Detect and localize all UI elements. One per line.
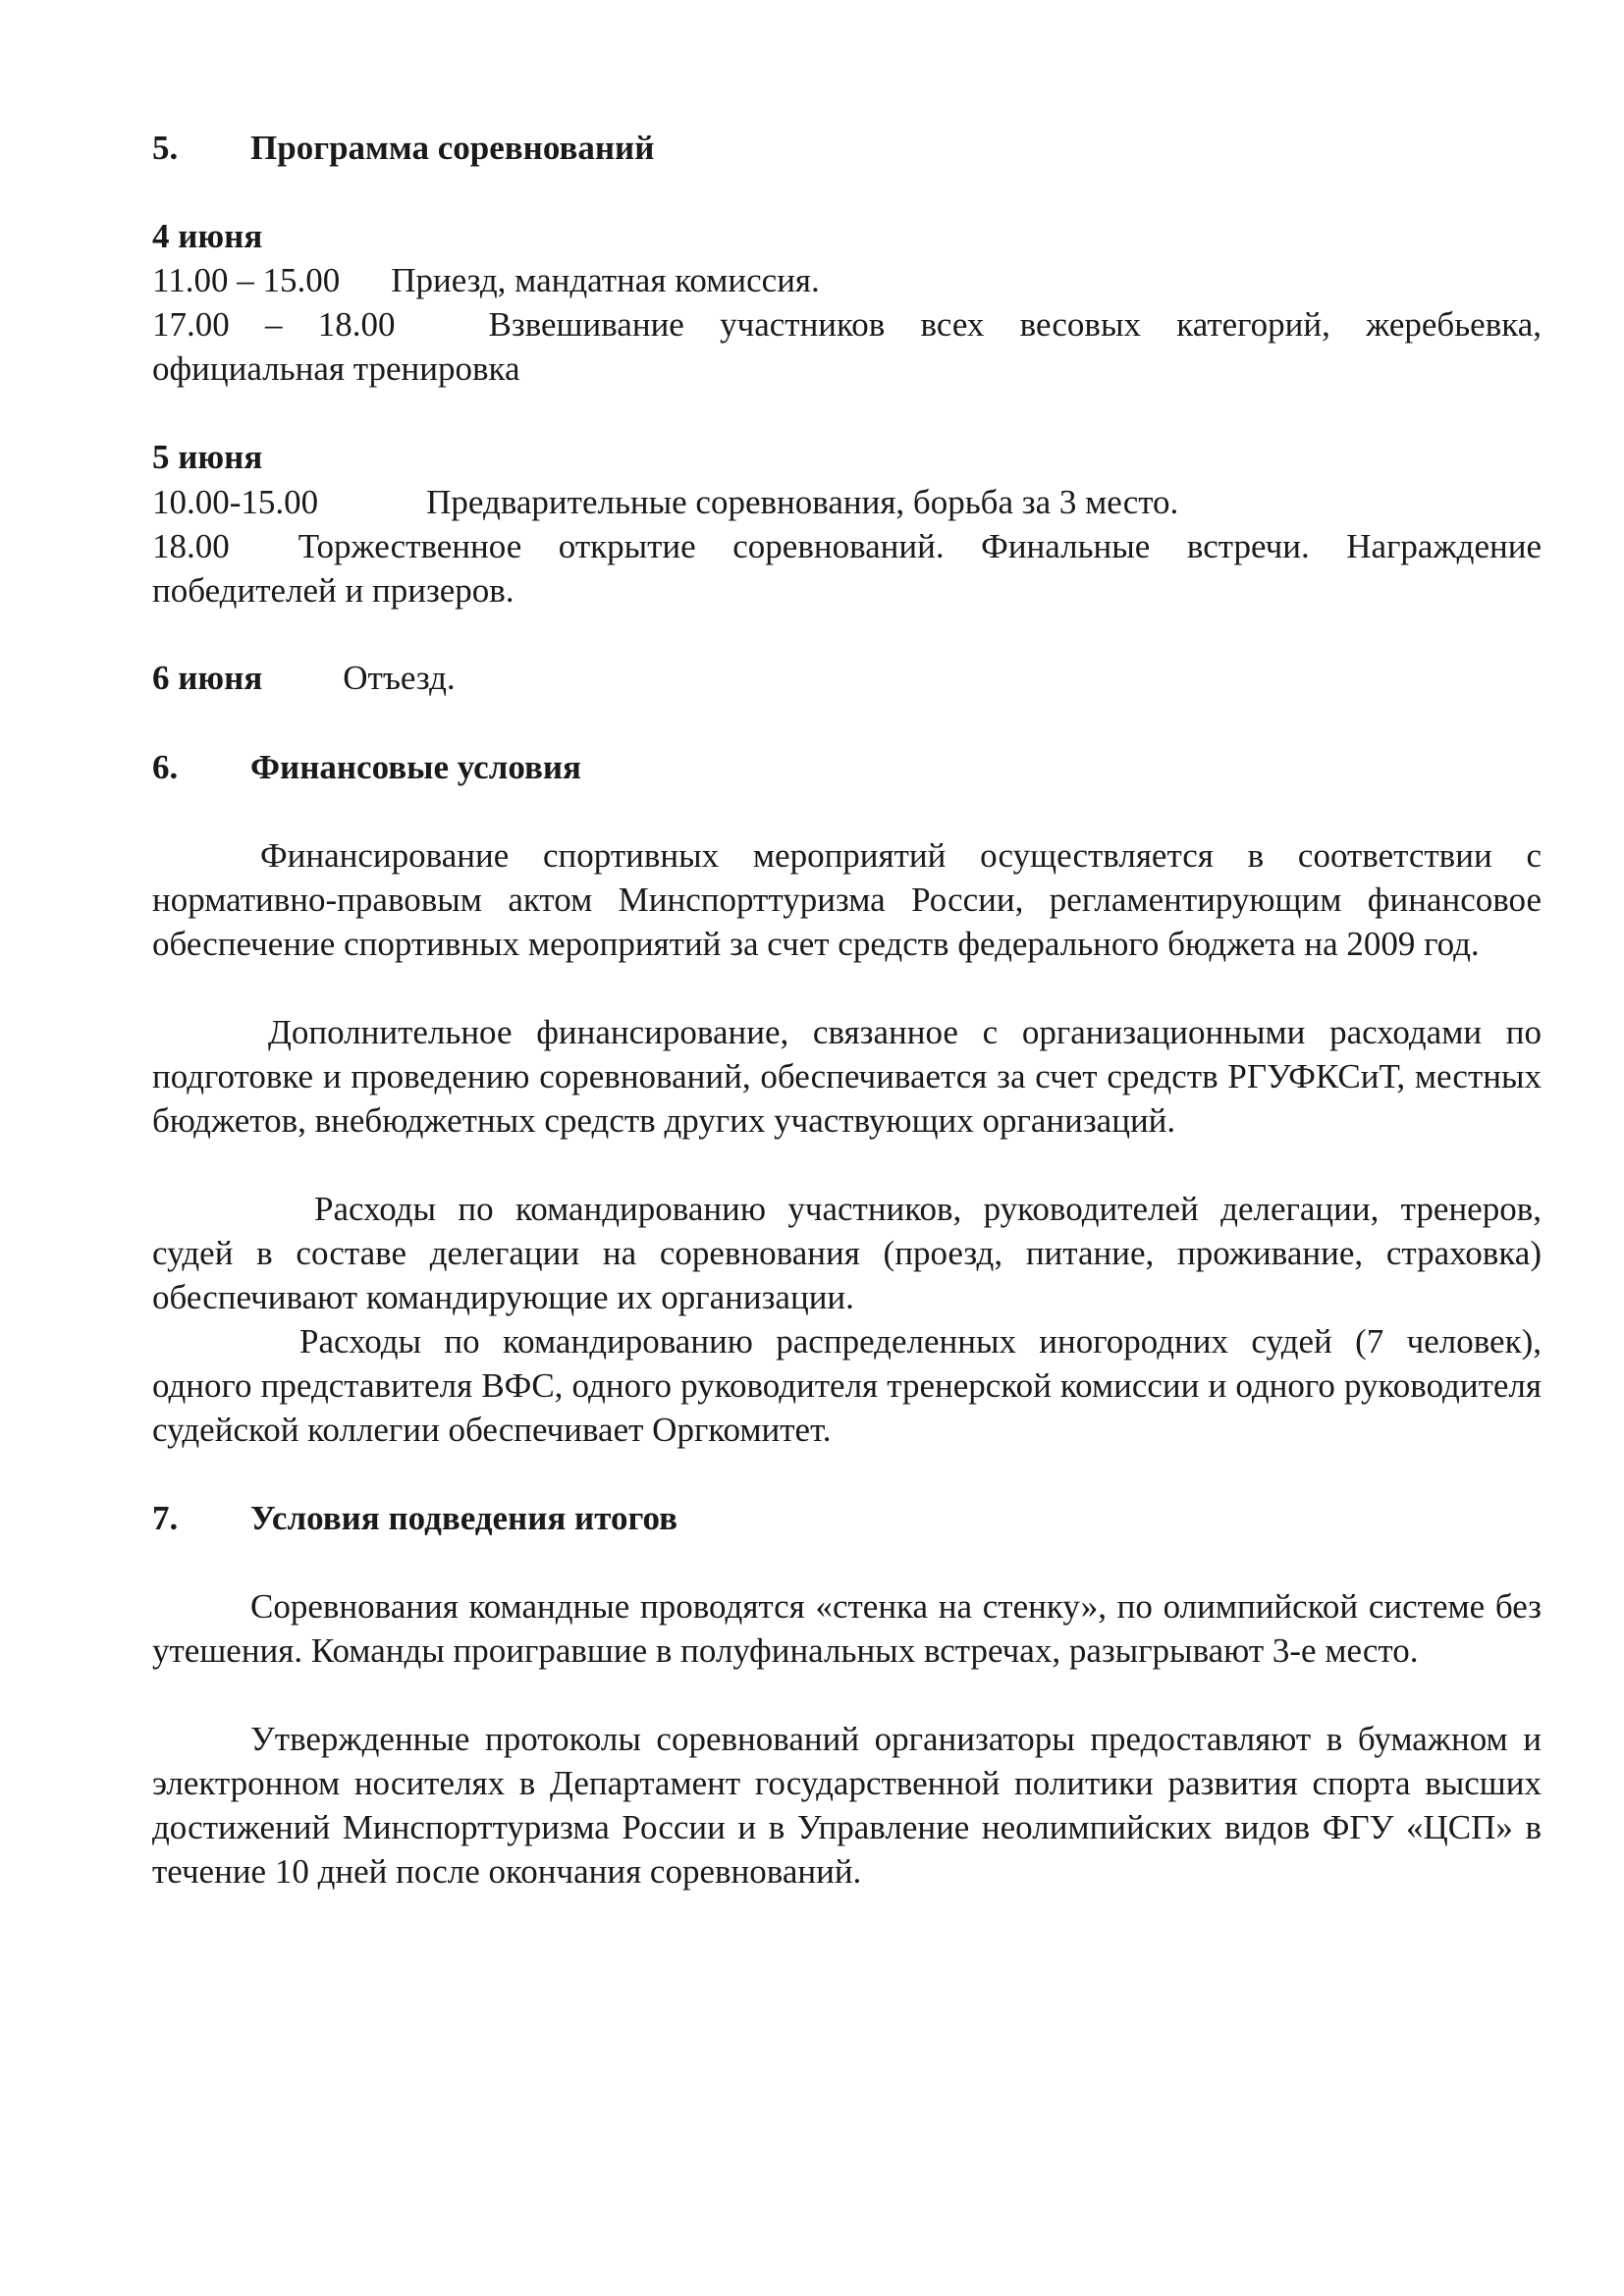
section-title: Условия подведения итогов [250, 1499, 678, 1537]
schedule-item [152, 258, 1542, 302]
section-number: 5. [152, 129, 179, 167]
paragraph: Дополнительное финансирование, связанное с организационными расходами по подготовке и проведению соревнований, обеспечивается за счет средств РГУФКСиТ, местных бюджетов, внебюджетных средств других участвующих организаций. [152, 1013, 1542, 1140]
schedule-text: Торжественное открытие соревнований. Финальные встречи. Награждение победителей и призеров. [152, 527, 1542, 610]
day-label: 6 июня [152, 659, 263, 697]
paragraph: Расходы по командированию участников, руководителей делегации, тренеров, судей в составе делегации на соревнования (проезд, питание, проживание, страховка) обеспечивают командирующие их организации. [152, 1190, 1542, 1316]
schedule-time: 18.00 [152, 527, 230, 565]
schedule-text: Предварительные соревнования, борьба за 3 место. [426, 483, 1179, 521]
schedule-text: Приезд, мандатная комиссия. [391, 261, 820, 299]
schedule-time: 11.00 – 15.00 [152, 261, 341, 299]
schedule-item [152, 302, 1542, 391]
section-number: 6. [152, 748, 179, 786]
schedule-text: Отъезд. [343, 659, 456, 697]
paragraph: Утвержденные протоколы соревнований организаторы предоставляют в бумажном и электронном носителях в Департамент государственной политики развития спорта высших достижений Минспорттуризма России и в Управление неолимпийских видов ФГУ «ЦСП» в течение 10 дней после окончания соревнований. [152, 1720, 1542, 1891]
day-label: 5 июня [152, 438, 263, 476]
section-title: Программа соревнований [250, 129, 655, 167]
schedule-time: 10.00-15.00 [152, 483, 319, 521]
schedule-text: Взвешивание участников всех весовых категорий, жеребьевка, официальная тренировка [152, 305, 1542, 388]
schedule-item [152, 524, 1542, 613]
paragraph: Расходы по командированию распределенных иногородних судей (7 человек), одного представителя ВФС, одного руководителя тренерской комиссии и одного руководителя судейской коллегии обеспечивает Оргкомитет. [152, 1322, 1542, 1449]
section-6-heading [152, 745, 1542, 789]
section-number: 7. [152, 1499, 179, 1537]
section-7-heading [152, 1496, 1542, 1540]
schedule-item [152, 656, 1542, 700]
paragraph: Соревнования командные проводятся «стенка на стенку», по олимпийской системе без утешения. Команды проигравшие в полуфинальных встречах, разыгрывают 3-е место. [152, 1587, 1542, 1670]
paragraph: Финансирование спортивных мероприятий осуществляется в соответствии с нормативно-правовым актом Минспорттуризма России, регламентирующим финансовое обеспечение спортивных мероприятий за счет средств федерального бюджета на 2009 год. [152, 836, 1542, 963]
section-5-heading [152, 126, 1542, 170]
section-title: Финансовые условия [250, 748, 581, 786]
schedule-time: 17.00 – 18.00 [152, 305, 396, 344]
schedule-item [152, 480, 1542, 524]
day-label: 4 июня [152, 217, 263, 255]
